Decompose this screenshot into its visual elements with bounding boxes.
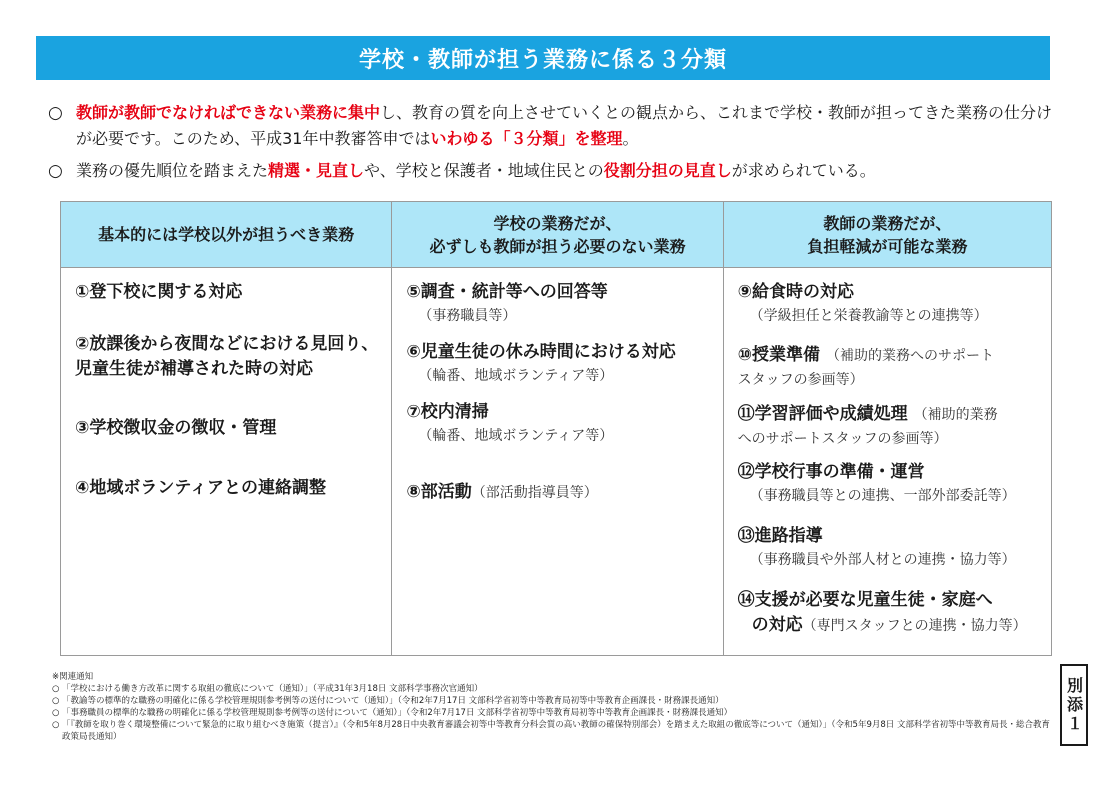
highlight-text: 精選・見直し	[268, 161, 365, 180]
task-note: （補助的業務	[913, 407, 998, 423]
notice-item	[52, 719, 1052, 743]
task-title: ⑬進路指導	[737, 526, 823, 546]
task-title: ⑦校内清掃	[406, 402, 489, 422]
task-entry	[75, 280, 383, 305]
task-entry	[406, 340, 714, 387]
task-title: ⑤調査・統計等への回答等	[406, 282, 608, 302]
task-title: ⑥児童生徒の休み時間における対応	[406, 342, 676, 362]
plain-text: 業務の優先順位を踏まえた	[76, 161, 269, 180]
task-title: ③学校徴収金の徴収・管理	[75, 418, 277, 438]
bullet-circle-icon: ○	[52, 684, 60, 694]
task-title: ④地域ボランティアとの連絡調整	[75, 478, 327, 498]
page-title: 学校・教師が担う業務に係る３分類	[36, 36, 1050, 80]
task-note: （輪番、地域ボランティア等）	[418, 368, 614, 384]
task-title: ②放課後から夜間などにおける見回り、児童生徒が補導された時の対応	[75, 334, 379, 379]
task-title: ⑨給食時の対応	[737, 282, 855, 302]
column-outside-school	[61, 268, 392, 655]
task-entry	[406, 400, 714, 447]
task-entry	[738, 460, 1043, 507]
task-title: ⑧部活動	[406, 482, 472, 502]
task-note: （学級担任と栄養教諭等との連携等）	[749, 308, 988, 324]
notices-heading: ※関連通知	[52, 672, 94, 682]
notice-item	[52, 695, 1052, 707]
attachment-label: 別添１	[1060, 664, 1088, 746]
task-entry	[738, 343, 1043, 391]
bullet-circle-icon: ○	[48, 103, 63, 123]
header-cell: 基本的には学校以外が担うべき業務	[61, 202, 392, 267]
task-note: （事務職員等）	[418, 308, 517, 324]
notice-text: 「『教師を取り巻く環境整備について緊急的に取り組むべき施策（提言）』（令和5年8月28日中央教育審議会初等中等教育分科会質の高い教師の確保特別部会）を踏まえた取組の徹底等について（通知）」（令和5年9月8日 文部科学省初等中等教育局長・総合教育政策局長通知）	[62, 720, 1050, 742]
intro-item	[48, 158, 1058, 184]
task-entry	[75, 332, 383, 382]
task-entry	[75, 416, 383, 441]
plain-text: が求められている。	[731, 161, 876, 180]
classification-table	[60, 201, 1052, 656]
notice-text: 「事務職員の標準的な職務の明確化に係る学校管理規則参考例等の送付について（通知）」（令和2年7月17日 文部科学省初等中等教育局初等中等教育企画課長・財務課長通知）	[62, 708, 733, 718]
plain-text: や、学校と保護者・地域住民との	[364, 161, 604, 180]
task-title-row	[738, 613, 1043, 639]
notice-text: 「教諭等の標準的な職務の明確化に係る学校管理規則参考例等の送付について（通知）」（令和2年7月17日 文部科学省初等中等教育局初等中等教育企画課長・財務課長通知）	[62, 696, 724, 706]
task-entry	[738, 588, 1043, 639]
task-title-row	[738, 343, 1043, 369]
intro-item	[48, 100, 1058, 152]
task-title: ⑪学習評価や成績処理	[737, 404, 908, 424]
intro-text	[76, 158, 1058, 184]
task-title-continued: の対応	[751, 615, 803, 635]
task-note-continued: へのサポートスタッフの参画等）	[737, 431, 948, 447]
task-entry	[738, 402, 1043, 450]
highlight-text: 役割分担の見直し	[603, 161, 732, 180]
column-school-not-teacher	[392, 268, 723, 655]
task-note: （事務職員等との連携、一部外部委託等）	[749, 488, 1016, 504]
bullet-circle-icon: ○	[52, 696, 60, 706]
task-entry	[738, 524, 1043, 571]
related-notices	[52, 671, 1052, 743]
table-body	[61, 268, 1051, 655]
bullet-circle-icon: ○	[52, 708, 60, 718]
task-entry	[406, 480, 714, 506]
task-title: ①登下校に関する対応	[75, 282, 243, 302]
highlight-text: 教師が教師でなければできない業務に集中	[76, 103, 381, 122]
notice-item	[52, 683, 1052, 695]
task-title: ⑫学校行事の準備・運営	[737, 462, 925, 482]
bullet-circle-icon: ○	[52, 720, 60, 730]
task-note: （事務職員や外部人材との連携・協力等）	[749, 552, 1016, 568]
plain-text: 。	[622, 129, 639, 148]
task-title: ⑩授業準備	[737, 345, 821, 365]
column-teacher-reducible	[724, 268, 1051, 655]
header-cell: 学校の業務だが、 必ずしも教師が担う必要のない業務	[392, 202, 723, 267]
bullet-circle-icon: ○	[48, 161, 63, 181]
task-note: （補助的業務へのサポート	[825, 348, 994, 364]
task-title: ⑭支援が必要な児童生徒・家庭へ	[737, 590, 993, 610]
notice-item	[52, 707, 1052, 719]
task-note: （専門スタッフとの連携・協力等）	[802, 618, 1027, 634]
task-title-row	[738, 402, 1043, 428]
task-entry	[406, 280, 714, 327]
task-entry	[738, 280, 1043, 327]
header-cell: 教師の業務だが、 負担軽減が可能な業務	[807, 213, 968, 256]
task-note-continued: スタッフの参画等）	[737, 372, 864, 388]
task-note: （部活動指導員等）	[471, 485, 598, 501]
task-title-row	[406, 480, 714, 506]
intro-section	[48, 100, 1058, 190]
plain-text: し、教育の質を向上させていくとの観点から、これまで学校・教師が担ってきた業務の仕分けが必要です。このため、平成31年中教審答申では	[76, 103, 1053, 148]
highlight-text: いわゆる「３分類」を整理	[430, 129, 623, 148]
task-entry	[75, 476, 383, 501]
intro-text	[76, 100, 1058, 152]
notice-text: 「学校における働き方改革に関する取組の徹底について（通知）」（平成31年3月18日 文部科学事務次官通知）	[62, 684, 483, 694]
task-note: （輪番、地域ボランティア等）	[418, 428, 614, 444]
table-header	[61, 202, 1051, 268]
